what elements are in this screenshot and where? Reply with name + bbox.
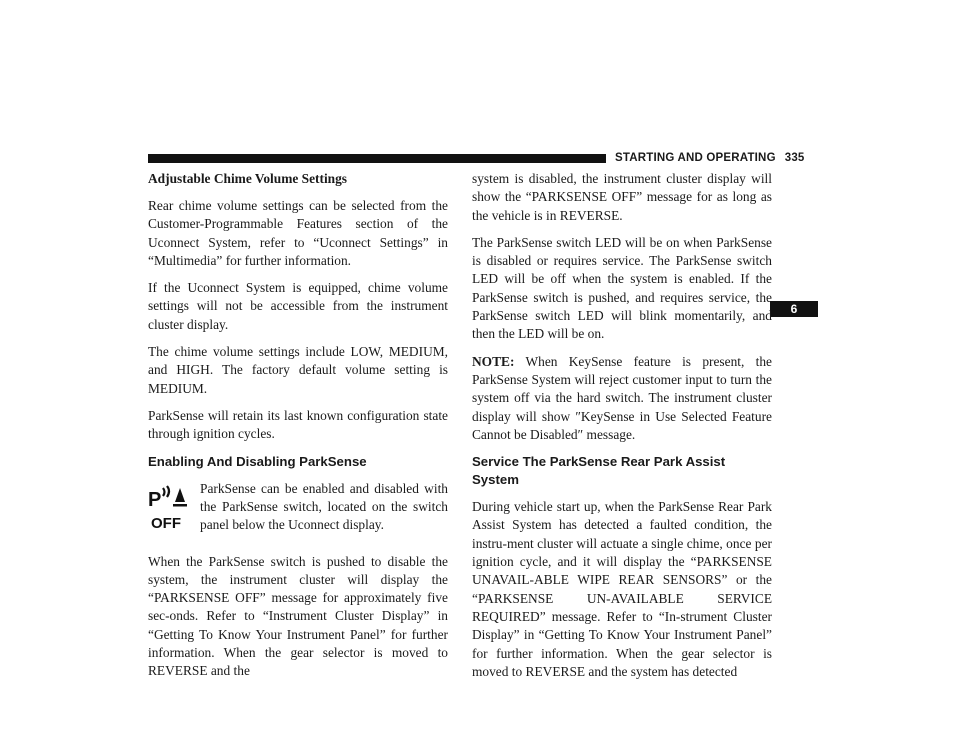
paragraph: The ParkSense switch LED will be on when ParkSense is disabled or requires service. The ParkSense switch LED will be off when the system is enabled. If the ParkSense switch is pushed, and requires service, the ParkSense switch LED will blink momentarily, and then the LED will be on. xyxy=(472,234,772,342)
page-number: 335 xyxy=(784,152,805,164)
note-label: NOTE: xyxy=(472,353,515,369)
svg-text:P: P xyxy=(148,488,162,511)
left-column xyxy=(148,170,448,690)
paragraph: During vehicle start up, when the ParkSense Rear Park Assist System has detected a faulted condition, the instru-ment cluster will actuate a single chime, once per ignition cycle, and it will display the “PARKSENSE UNAVAIL-ABLE WIPE REAR SENSORS” or the “PARKSENSE UN-AVAILABLE SERVICE REQUIRED” message. Refer to “In-strument Cluster Display” in “Getting To Know Your Instrument Panel” for further information. When the gear selector is moved to REVERSE and the system has detected xyxy=(472,499,772,679)
right-column xyxy=(472,170,772,690)
parksense-off-icon xyxy=(148,484,190,532)
paragraph: Rear chime volume settings can be selected from the Customer-Programmable Features section of the Uconnect System, refer to “Uconnect Settings” in “Multimedia” for further information. xyxy=(148,198,448,268)
paragraph: If the Uconnect System is equipped, chime volume settings will not be accessible from the instrument cluster display. xyxy=(148,280,448,332)
heading-enabling-disabling: Enabling And Disabling ParkSense xyxy=(148,453,367,469)
note-paragraph xyxy=(472,353,772,444)
icon-off-label: OFF xyxy=(151,514,181,532)
icon-paragraph xyxy=(148,480,448,544)
paragraph: system is disabled, the instrument cluster display will show the “PARKSENSE OFF” message for as long as the vehicle is in REVERSE. xyxy=(472,171,772,223)
paragraph: The chime volume settings include LOW, MEDIUM, and HIGH. The factory default volume setting is MEDIUM. xyxy=(148,344,448,396)
subhead-chime-volume: Adjustable Chime Volume Settings xyxy=(148,171,348,186)
chapter-tab: 6 xyxy=(770,301,818,317)
paragraph: When the ParkSense switch is pushed to disable the system, the instrument cluster will display the “PARKSENSE OFF” message for approximately five sec-onds. Refer to “Instrument Cluster Display” in “Getting To Know Your Instrument Panel” for further information. When the gear selector is moved to REVERSE and the xyxy=(148,553,448,679)
heading-service: Service The ParkSense Rear Park Assist System xyxy=(472,454,726,488)
paragraph: ParkSense can be enabled and disabled with the ParkSense switch, located on the switch panel below the Uconnect display. xyxy=(200,480,448,533)
paragraph: ParkSense will retain its last known configuration state through ignition cycles. xyxy=(148,407,448,442)
note-text: When KeySense feature is present, the ParkSense System will reject customer input to turn the system off via the hard switch. The instrument cluster display will show ″KeySense in Use Selected Feature Cannot be Disabled″ message. xyxy=(472,353,772,442)
header-rule xyxy=(148,154,606,163)
section-title: STARTING AND OPERATING xyxy=(615,152,776,164)
running-header xyxy=(615,152,805,164)
